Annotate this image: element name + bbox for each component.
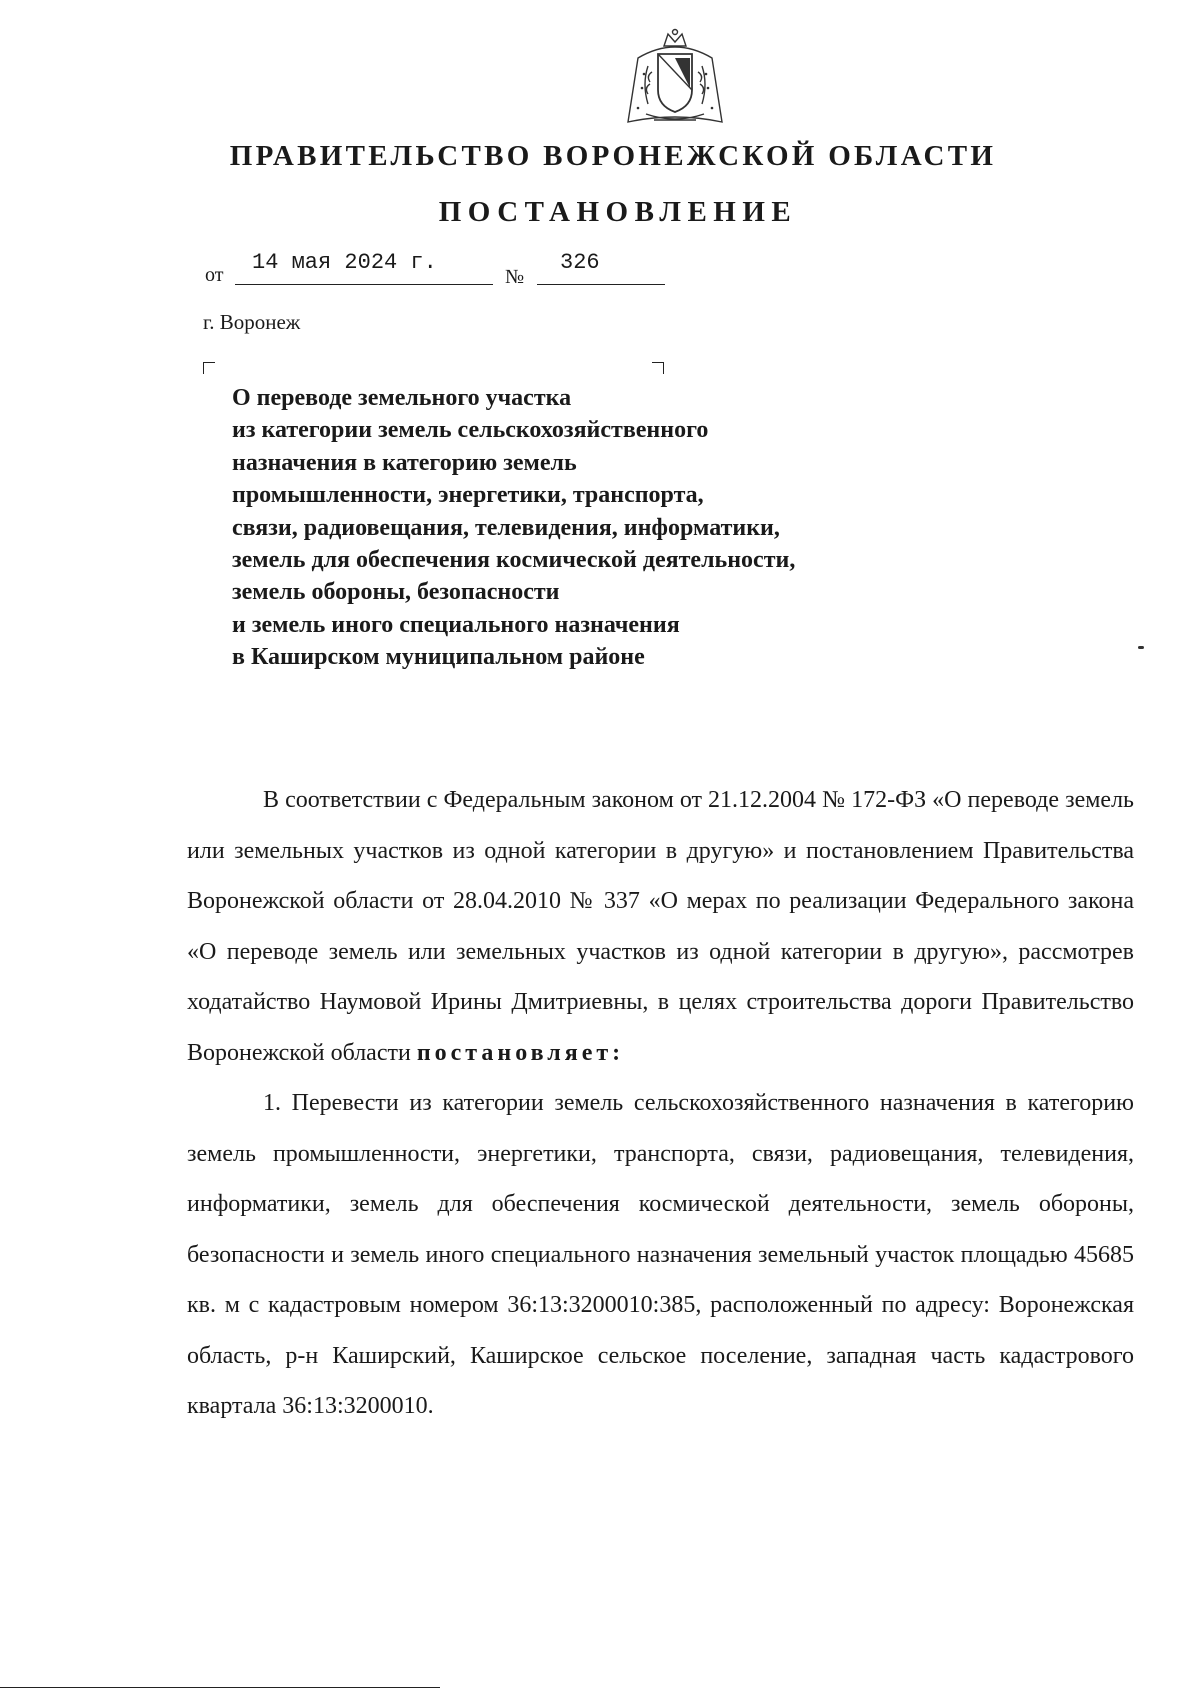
item-1-paragraph: 1. Перевести из категории земель сельскохозяйственного назначения в категорию земель промышленности, энергетики, транспорта, связи, радиовещания, телевидения, информатики, земель для обеспечения космической деятельности, земель обороны, безопасности и земель иного специального назначения земельный участок площадью 45685 кв. м с кадастровым номером 36:13:3200010:385, расположенный по адресу: Воронежская область, р-н Каширский, Каширское сельское поселение, западная часть кадастрового квартала 36:13:3200010. — [187, 1090, 1134, 1419]
subject-line: и земель иного специального назначения — [232, 611, 680, 638]
decree-body — [187, 775, 1134, 1432]
date-underline — [235, 284, 493, 285]
decree-subject — [232, 382, 795, 674]
decree-date: 14 мая 2024 г. — [252, 250, 437, 275]
subject-line: промышленности, энергетики, транспорта, — [232, 482, 704, 509]
coat-of-arms-icon — [618, 28, 733, 128]
page-bottom-edge — [0, 1687, 440, 1688]
number-prefix: № — [505, 266, 525, 288]
subject-line: назначения в категорию земель — [232, 449, 577, 476]
subject-line: земель для обеспечения космической деятельности, — [232, 547, 796, 574]
city: г. Воронеж — [203, 310, 301, 334]
decree-number: 326 — [560, 250, 600, 275]
preamble-text: В соответствии с Федеральным законом от 21.12.2004 № 172-ФЗ «О переводе земель или земельных участков из одной категории в другую» и постановлением Правительства Воронежской области от 28.04.2010 № 337 «О мерах по реализации Федерального закона «О переводе земель или земельных участков из одной категории в другую», рассмотрев ходатайство Наумовой Ирины Дмитриевны, в целях строительства дороги Правительство Воронежской области — [187, 787, 1134, 1066]
preamble-paragraph — [187, 775, 1134, 1078]
bracket-top-left — [203, 362, 215, 374]
subject-line: в Каширском муниципальном районе — [232, 644, 645, 671]
date-prefix: от — [205, 264, 224, 286]
government-title: ПРАВИТЕЛЬСТВО ВОРОНЕЖСКОЙ ОБЛАСТИ — [229, 140, 997, 172]
subject-line: из категории земель сельскохозяйственного — [232, 417, 709, 444]
subject-line: О переводе земельного участка — [232, 385, 572, 411]
bracket-top-right — [652, 362, 664, 374]
number-underline — [537, 284, 665, 285]
scan-mark — [1138, 646, 1144, 649]
resolves-word: постановляет: — [416, 1039, 625, 1066]
subject-line: земель обороны, безопасности — [232, 579, 560, 606]
document-type: ПОСТАНОВЛЕНИЕ — [438, 196, 798, 228]
subject-line: связи, радиовещания, телевидения, информатики, — [232, 514, 780, 541]
